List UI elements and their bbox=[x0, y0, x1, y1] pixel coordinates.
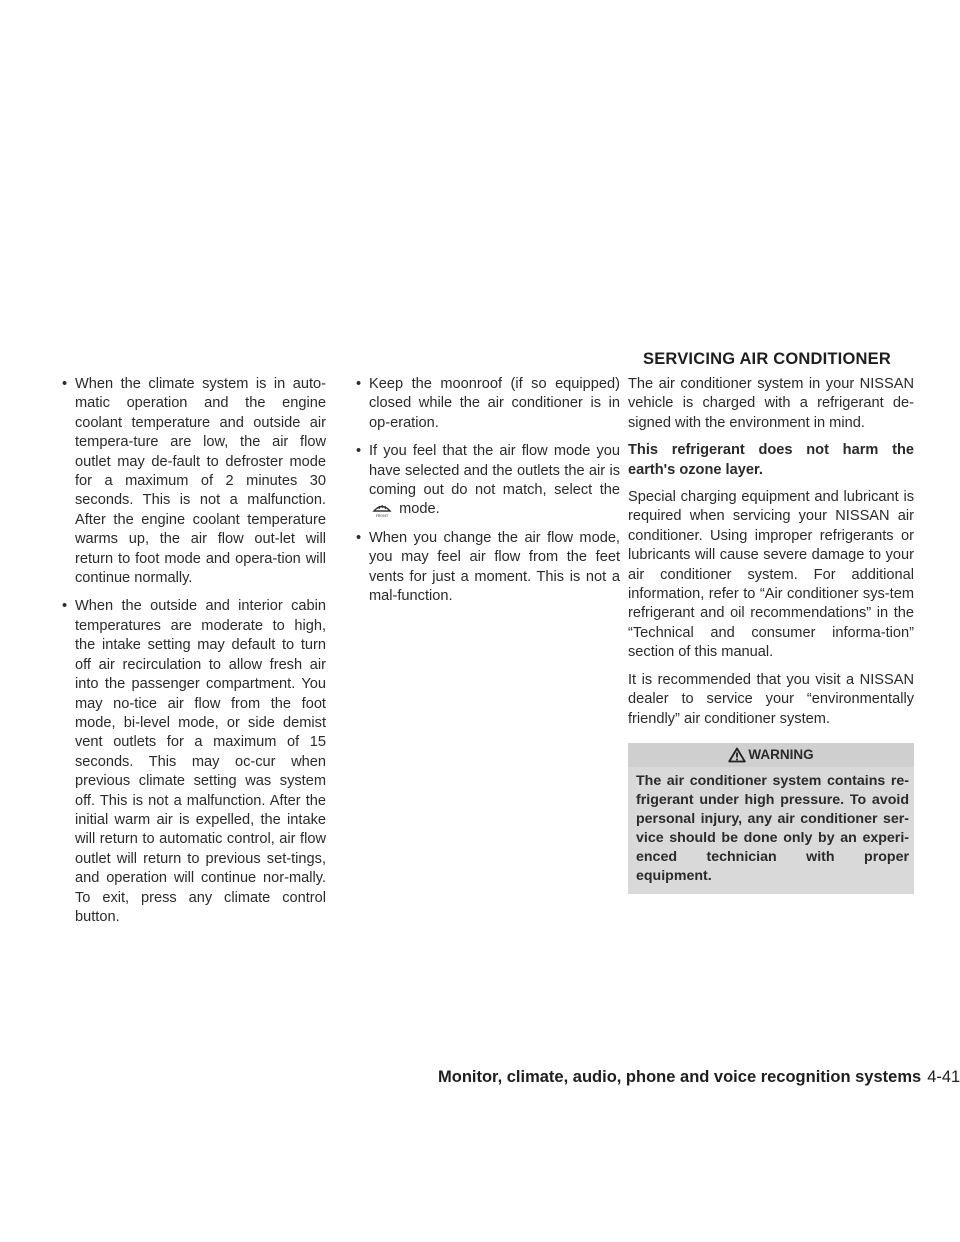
warning-header bbox=[628, 743, 914, 767]
warning-title: WARNING bbox=[748, 747, 814, 763]
bullet-item: • When you change the air flow mode, you may feel air flow from the feet vents for just a moment. This is not a mal-function. bbox=[354, 529, 620, 607]
paragraph: It is recommended that you visit a NISSAN dealer to service your “environmentally friendly” air conditioner system. bbox=[628, 671, 914, 727]
front-icon-label: FRONT bbox=[375, 514, 389, 519]
column-middle bbox=[354, 375, 620, 615]
column-right bbox=[628, 375, 914, 894]
warning-text: The air conditioner system contains re-frigerant under high pressure. To avoid personal injury, any air conditioner ser-vice should be done only by an experi-enced technician with proper equipment. bbox=[636, 772, 909, 884]
footer-section-title: Monitor, climate, audio, phone and voice recognition systems bbox=[438, 1068, 922, 1086]
bullet-item: • Keep the moonroof (if so equipped) closed while the air conditioner is in op-eration. bbox=[354, 375, 620, 433]
bullet-item: • When the climate system is in auto-matic operation and the engine coolant temperature and outside air tempera-ture are low, the air flow outlet may de-fault to defroster mode for a maximum of 2 minutes 30 seconds. This is not a malfunction. After the engine coolant temperature warms up, the air flow out-let will return to foot mode and opera-tion will continue normally. bbox=[60, 375, 326, 588]
bullet-text: mode. bbox=[399, 501, 440, 518]
bullet-text: If you feel that the air flow mode you have selected and the outlets the air is coming out do not match, select the bbox=[369, 443, 620, 499]
bullet-item-defrost bbox=[354, 442, 620, 520]
page-number: 4-41 bbox=[927, 1068, 960, 1086]
paragraph: The air conditioner system in your NISSAN vehicle is charged with a refrigerant de-signed with the environment in mind. bbox=[628, 376, 914, 431]
column-left bbox=[60, 375, 326, 936]
warning-triangle-icon bbox=[728, 747, 746, 763]
paragraph-bold: This refrigerant does not harm the earth's ozone layer. bbox=[628, 442, 914, 478]
section-title: SERVICING AIR CONDITIONER bbox=[643, 350, 891, 368]
page-footer bbox=[438, 1068, 960, 1087]
paragraph: Special charging equipment and lubricant is required when servicing your NISSAN air conditioner. Using improper refrigerants or lubricants will cause severe damage to your air conditioner system. For additional information, refer to “Air conditioner sys-tem refrigerant and oil recommendations” in the “Technical and consumer informa-tion” section of this manual. bbox=[628, 489, 914, 661]
front-defrost-icon bbox=[371, 500, 393, 518]
bullet-item: • When the outside and interior cabin temperatures are moderate to high, the intake setting may default to turn off air recirculation to allow fresh air into the passenger compartment. You may no-tice air flow from the foot mode, bi-level mode, or side demist vent outlets for a maximum of 15 seconds. This may oc-cur when previous climate setting was system off. This is not a malfunction. After the initial warm air is expelled, the intake will return to automatic control, air flow outlet will return to previous set-tings, and operation will continue nor-mally. To exit, press any climate control button. bbox=[60, 597, 326, 927]
warning-box bbox=[628, 743, 914, 894]
